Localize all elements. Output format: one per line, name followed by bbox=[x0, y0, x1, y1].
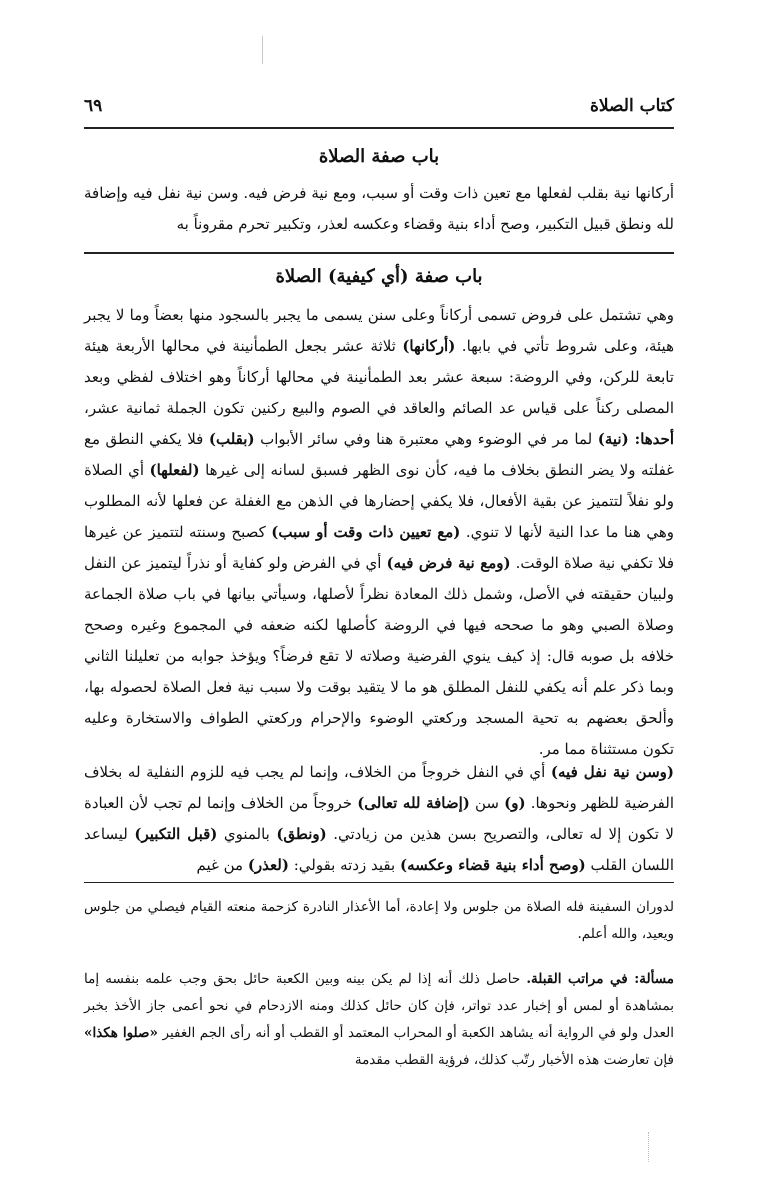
text-run: ثلاثة عشر بجعل الطمأنينة في محالها الأربعة هيئة تابعة للركن، وفي الروضة: سبعة عشر بعد الطمأنينة في محالها أركاناً وهو اختلاف لفظي وبعد المصلى ركناً على قياس عد الصائم والعاقد في الصوم والبيع ركنين تكون الجملة ثمانية عشر، bbox=[84, 337, 674, 417]
text-run: خروجاً من الخلاف وإنما لم تجب لأن العبادة لا تكون إلا له تعالى، والتصريح بسن هذين من زيادتي. bbox=[84, 794, 674, 843]
text-run: أي في الفرض ولو كفاية أو نذراً ليتميز عن النفل ولبيان حقيقته في الأصل، وشمل ذلك المعادة نظراً لأصلها، وسيأتي بيانها في باب صلاة الجماعة وصلاة الصبي وهو ما صححه فيها في الروضة كأصلها لكنه ضعفه في المجموع وغيره وصحح خلافه بل صوبه قال: إذ كيف ينوي الفرضية وصلاته لا تقع فرضاً؟ ويؤخذ جوابه من تعليلنا الثاني وبما ذكر علم أنه يكفي للنفل المطلق هو ما لا يتقيد بوقت ولا سبب نية فعل الصلاة لحصوله بها، وألحق بعضهم به تحية المسجد وركعتي الوضوء والإحرام وركعتي الطواف والاستخارة وعليه تكون مستثناة مما مر. bbox=[84, 554, 674, 758]
text-run: كصبح وسنته لتتميز عن غيرها فلا تكفي نية صلاة الوقت. bbox=[84, 523, 674, 572]
bold-term: (إضافة لله تعالى) bbox=[357, 794, 470, 812]
text-run: حاصل ذلك أنه إذا لم يكن بينه وبين الكعبة حائل بحق وجب علمه بنفسه إما بمشاهدة أو لمس أو إخبار عدد تواتر، فإن كان حائل كذلك ومنه الازدحام في نحو أعمى جاز الأخذ بخبر العدل ولو في الرواية أنه يشاهد الكعبة أو المحراب المعتمد أو القطب أو أنه رأى الجم الغفير bbox=[84, 971, 674, 1041]
bold-term: (و) bbox=[504, 794, 526, 812]
bold-term: (ونطق) bbox=[276, 825, 327, 843]
text-run: فإن تعارضت هذه الأخبار رتّب كذلك، فرؤية القطب مقدمة bbox=[354, 1052, 674, 1068]
footnote-1: لدوران السفينة فله الصلاة من جلوس ولا إعادة، أما الأعذار النادرة كزحمة منعته القيام فيصلي من جلوس ويعيد، والله أعلم. bbox=[84, 899, 674, 942]
page-number: ٦٩ bbox=[84, 96, 103, 116]
text-run: أي الصلاة ولو نفلاً لتتميز عن بقية الأفعال، فلا يكفي إحضارها في الذهن مع الغفلة عن فعلها لأنه المطلوب وهي هنا ما عدا النية لأنها لا تنوي. bbox=[84, 461, 674, 541]
text-run: من غيم bbox=[196, 856, 248, 874]
scan-mark bbox=[262, 36, 263, 64]
matn-text: أركانها نية بقلب لفعلها مع تعين ذات وقت أو سبب، ومع نية فرض فيه. وسن نية نفل فيه وإضافة لله ونطق قبيل التكبير، وصح أداء بنية وقضاء وعكسه لعذر، وتكبير تحرم مقروناً به bbox=[84, 184, 674, 233]
bold-term: (ومع نية فرض فيه) bbox=[386, 554, 511, 572]
running-title: كتاب الصلاة bbox=[589, 96, 674, 116]
bold-term: مسألة: في مراتب القبلة. bbox=[526, 971, 675, 987]
text-run: لما مر في الوضوء وهي معتبرة هنا وفي سائر الأبواب bbox=[254, 430, 598, 448]
footnote-2 bbox=[84, 966, 674, 1074]
bold-term: (بقلب) bbox=[208, 430, 255, 448]
page-header bbox=[84, 96, 674, 122]
text-run: بقيد زدته بقولي: bbox=[288, 856, 400, 874]
matn-separator-rule bbox=[84, 252, 674, 254]
text-run: سن bbox=[469, 794, 505, 812]
sharh-paragraph-1 bbox=[84, 300, 674, 765]
sharh-paragraph-2 bbox=[84, 757, 674, 881]
bold-term: (وصح أداء بنية قضاء وعكسه) bbox=[399, 856, 586, 874]
bold-term: أحدها: (نية) bbox=[597, 430, 675, 448]
text-run: وهي تشتمل على فروض تسمى أركاناً وعلى سنن يسمى ما يجبر بالسجود منها بعضاً وما لا يجبر هيئة، وعلى شروط تأتي في بابها. bbox=[84, 306, 674, 355]
bold-term: (وسن نية نفل فيه) bbox=[550, 763, 674, 781]
bold-term: (أركانها) bbox=[402, 337, 456, 355]
header-rule bbox=[84, 127, 674, 129]
text-run: أي في النفل خروجاً من الخلاف، وإنما لم يجب فيه للزوم النفلية له بخلاف الفرضية للظهر ونحوها. bbox=[84, 763, 674, 812]
text-run: ليساعد اللسان القلب bbox=[84, 825, 674, 874]
bold-term: (قبل التكبير) bbox=[134, 825, 218, 843]
bold-term: (لفعلها) bbox=[149, 461, 200, 479]
footnote-rule bbox=[84, 882, 674, 883]
text-run: فلا يكفي النطق مع غفلته ولا يضر النطق بخلاف ما فيه، كأن نوى الظهر فسبق لسانه إلى غيرها bbox=[84, 430, 675, 479]
matn-heading: باب صفة الصلاة bbox=[318, 146, 440, 167]
text-run: بالمنوي bbox=[217, 825, 277, 843]
scan-mark bbox=[648, 1132, 659, 1162]
bold-term: (لعذر) bbox=[247, 856, 289, 874]
bold-term: (مع تعيين ذات وقت أو سبب) bbox=[271, 523, 461, 541]
sharh-heading: باب صفة (أي كيفية) الصلاة bbox=[275, 266, 483, 287]
bold-term: «صلوا هكذا» bbox=[84, 1025, 158, 1041]
